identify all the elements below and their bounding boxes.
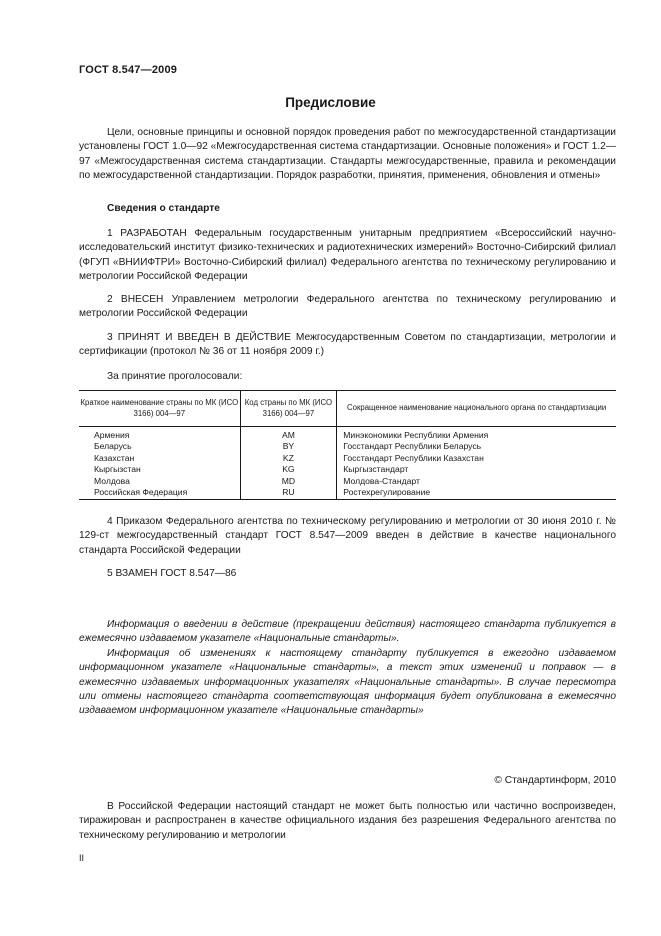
table-header-body: Сокращенное наименование национального органа по стандартизации <box>337 391 616 427</box>
voting-table <box>79 390 616 500</box>
legal-notice: В Российской Федерации настоящий стандарт не может быть полностью или частично воспроизведен, тиражирован и распространен в качестве официального издания без разрешения Федерального агентства по техническому регулированию и метрологии <box>79 801 616 841</box>
item-3-adopted: 3 ПРИНЯТ И ВВЕДЕН В ДЕЙСТВИЕ Межгосударственным Советом по стандартизации, метрологии и сертификации (протокол № 36 от 11 ноября 2009 г.) <box>79 332 616 358</box>
item-1-developed: 1 РАЗРАБОТАН Федеральным государственным унитарным предприятием «Всероссийский научно-исследовательский институт физико-технических и радиотехнических измерений» Восточно-Сибирский филиал (ФГУП «ВНИИФТРИ» Восточно-Сибирский филиал) Федерального агентства по техническому регулированию и метрологии Российской Федерации <box>79 228 616 282</box>
code-cell: BY <box>240 441 337 452</box>
table-row <box>79 464 616 475</box>
code-cell: KZ <box>240 453 337 464</box>
body-cell: Госстандарт Республики Беларусь <box>337 441 616 452</box>
page-number: II <box>79 853 85 863</box>
country-cell: Российская Федерация <box>79 487 240 500</box>
code-cell: RU <box>240 487 337 500</box>
body-cell: Молдова-Стандарт <box>337 476 616 487</box>
table-header-country: Краткое наименование страны по МК (ИСО 3166) 004—97 <box>79 391 240 427</box>
body-cell: Кыргызстандарт <box>337 464 616 475</box>
votes-label: За принятие проголосовали: <box>107 371 243 382</box>
item-5-replaces: 5 ВЗАМЕН ГОСТ 8.547—86 <box>107 568 237 579</box>
body-cell: Госстандарт Республики Казахстан <box>337 453 616 464</box>
body-cell: Ростехрегулирование <box>337 487 616 500</box>
subsection-title: Сведения о стандарте <box>107 203 220 214</box>
copyright: © Стандартинформ, 2010 <box>494 775 616 786</box>
table-row <box>79 453 616 464</box>
table-row <box>79 487 616 500</box>
table-header-row <box>79 391 616 427</box>
table-row <box>79 441 616 452</box>
code-cell: MD <box>240 476 337 487</box>
document-header: ГОСТ 8.547—2009 <box>79 64 178 76</box>
table-header-code: Код страны по МК (ИСО 3166) 004—97 <box>240 391 337 427</box>
country-cell: Молдова <box>94 475 130 486</box>
intro-paragraph: Цели, основные принципы и основной порядок проведения работ по межгосударственной стандартизации установлены ГОСТ 1.0—92 «Межгосударственная система стандартизации. Основные положения» и ГОСТ 1.2—97 «Межгосударственная система стандартизации. Стандарты межгосударственные, правила и рекомендации по межгосударственной стандартизации. Порядок разработки, принятия, применения, обновления и отмены» <box>79 127 617 181</box>
section-title: Предисловие <box>285 95 376 110</box>
table-row <box>79 427 616 442</box>
country-cell: Кыргызстан <box>94 464 141 475</box>
table-row <box>79 476 616 487</box>
country-cell: Казахстан <box>94 452 135 463</box>
country-cell: Беларусь <box>94 441 132 452</box>
code-cell: AM <box>240 427 337 442</box>
info-paragraph-1: Информация о введении в действие (прекращении действия) настоящего стандарта публикуется в ежемесячно издаваемом указателе «Национальные стандарты». <box>79 619 616 645</box>
item-2-introduced: 2 ВНЕСЕН Управлением метрологии Федерального агентства по техническому регулированию и метрологии Российской Федерации <box>79 294 616 320</box>
country-cell: Армения <box>94 430 130 440</box>
body-cell: Минэкономики Республики Армения <box>337 427 616 442</box>
info-paragraph-2: Информация об изменениях к настоящему стандарту публикуется в ежегодно издаваемом информационном указателе «Национальные стандарты», а текст этих изменений и поправок — в ежемесячно издаваемых информационных указателях «Национальные стандарты». В случае пересмотра или отмены настоящего стандарта соответствующая информация будет опубликована в ежемесячно издаваемом информационном указателе «Национальные стандарты» <box>79 648 616 717</box>
code-cell: KG <box>240 464 337 475</box>
item-4-order: 4 Приказом Федерального агентства по техническому регулированию и метрологии от 30 июня 2010 г. № 129-ст межгосударственный стандарт ГОСТ 8.547—2009 введен в действие в качестве национального стандарта Российской Федерации <box>79 516 616 556</box>
